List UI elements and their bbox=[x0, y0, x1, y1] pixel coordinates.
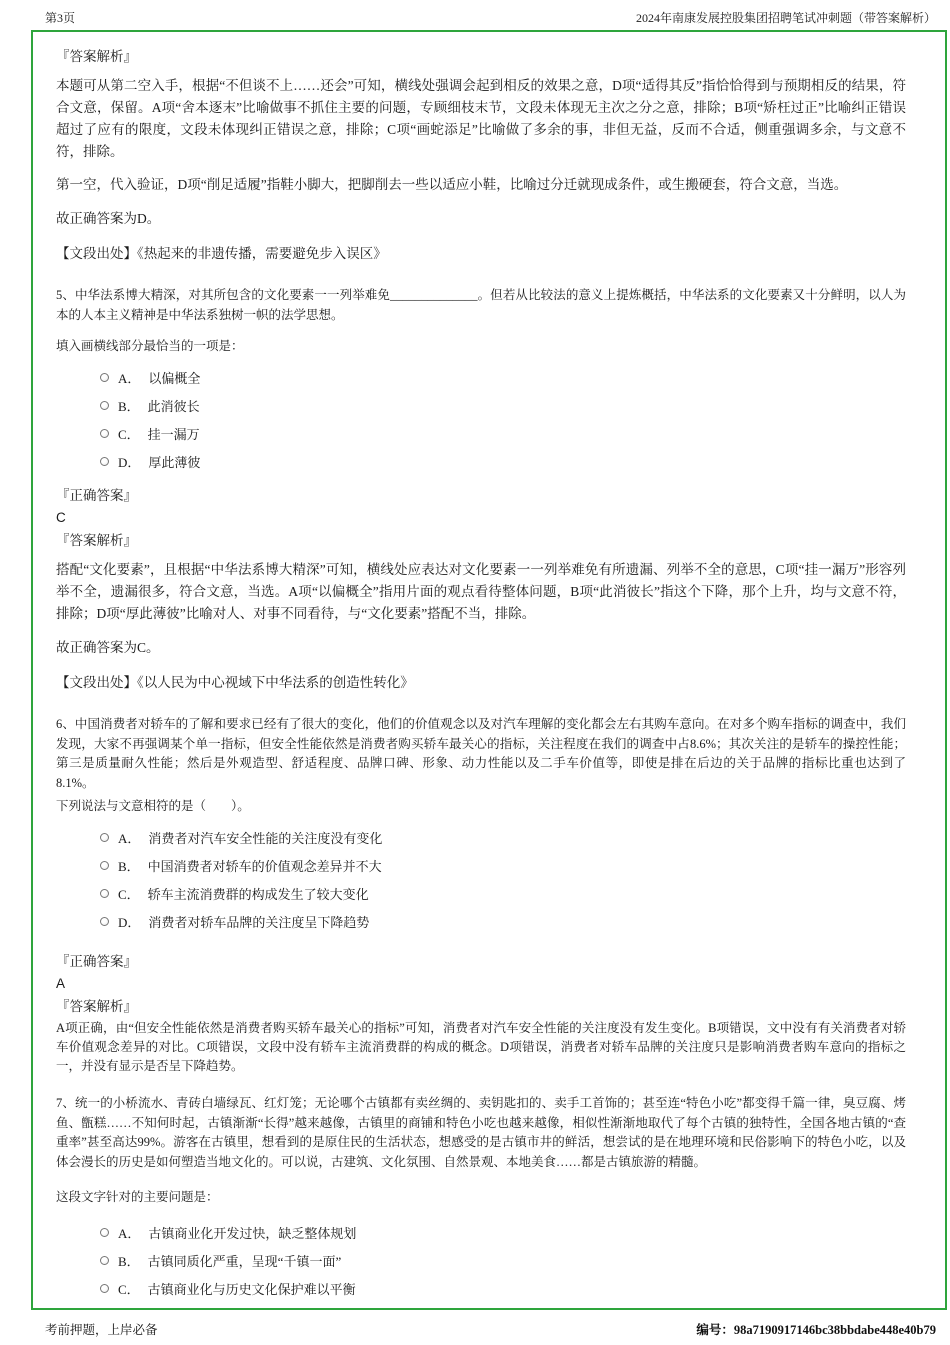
q4-analysis-paragraph-1: 本题可从第二空入手，根据“不但谈不上……还会”可知，横线处强调会起到相反的效果之意，D项“适得其反”指恰恰得到与预期相反的结果，符合文意，保留。A项“舍本逐末”比喻做事不抓住主要的问题，专顾细枝末节，文段未体现无主次之分之意，排除；B项“矫枉过正”比喻纠正错误超过了应有的限度，文段未体现纠正错误之意，排除；C项“画蛇添足”比喻做了多余的事，非但无益，反而不合适，侧重强调多余，与文意不符，排除。 bbox=[56, 78, 906, 159]
q5-correct-answer-label: 『正确答案』 bbox=[56, 488, 137, 503]
q7-option-a[interactable] bbox=[100, 1223, 906, 1242]
q5-source-line: 【文段出处】《以人民为中心视域下中华法系的创造性转化》 bbox=[56, 675, 414, 690]
q6-prompt: 下列说法与文意相符的是（ ）。 bbox=[56, 799, 250, 813]
option-letter: B． bbox=[118, 1254, 140, 1269]
q5-option-a[interactable] bbox=[100, 368, 906, 387]
q6-option-a[interactable] bbox=[100, 828, 906, 847]
q6-options bbox=[100, 828, 906, 931]
option-letter: A． bbox=[118, 1226, 141, 1241]
radio-button-icon[interactable] bbox=[100, 861, 109, 870]
q6-option-c[interactable] bbox=[100, 884, 906, 903]
q5-correct-answer-value: C bbox=[56, 510, 66, 525]
option-letter: C． bbox=[118, 427, 140, 442]
footer-slogan: 考前押题，上岸必备 bbox=[45, 1323, 158, 1337]
q5-option-c[interactable] bbox=[100, 424, 906, 443]
q6-analysis-paragraph: A项正确，由“但安全性能依然是消费者购买轿车最关心的指标”可知，消费者对汽车安全性能的关注度没有发生变化。B项错误，文中没有有关消费者对轿车价值观念差异的对比。C项错误，文段中没有轿车主流消费群的构成的概念。D项错误，消费者对轿车品牌的关注度只是影响消费者购车意向的指标之一，并没有显示是否呈下降趋势。 bbox=[56, 1021, 906, 1073]
radio-button-icon[interactable] bbox=[100, 917, 109, 926]
page-number: 第3页 bbox=[45, 11, 76, 25]
option-letter: A． bbox=[118, 831, 141, 846]
q7-option-c[interactable] bbox=[100, 1279, 906, 1298]
option-letter: A． bbox=[118, 371, 141, 386]
option-letter: D． bbox=[118, 915, 141, 930]
option-text: 古镇同质化严重，呈现“千镇一面” bbox=[147, 1254, 342, 1269]
q5-option-d[interactable] bbox=[100, 452, 906, 471]
option-text: 古镇商业化开发过快，缺乏整体规划 bbox=[148, 1226, 357, 1241]
q5-prompt: 填入画横线部分最恰当的一项是： bbox=[56, 339, 244, 353]
option-text: 轿车主流消费群的构成发生了较大变化 bbox=[147, 887, 369, 902]
q4-analysis-label: 『答案解析』 bbox=[56, 49, 137, 64]
option-text: 古镇商业化与历史文化保护难以平衡 bbox=[147, 1282, 356, 1297]
option-letter: B． bbox=[118, 399, 140, 414]
option-text: 消费者对轿车品牌的关注度呈下降趋势 bbox=[148, 915, 370, 930]
q5-option-b[interactable] bbox=[100, 396, 906, 415]
radio-button-icon[interactable] bbox=[100, 1284, 109, 1293]
option-text: 厚此薄彼 bbox=[148, 455, 201, 470]
q5-analysis-label: 『答案解析』 bbox=[56, 533, 137, 548]
option-letter: C． bbox=[118, 1282, 140, 1297]
option-text: 中国消费者对轿车的价值观念差异并不大 bbox=[147, 859, 382, 874]
q4-answer-line: 故正确答案为D。 bbox=[56, 211, 161, 226]
q6-correct-answer-label: 『正确答案』 bbox=[56, 954, 137, 969]
radio-button-icon[interactable] bbox=[100, 457, 109, 466]
radio-button-icon[interactable] bbox=[100, 889, 109, 898]
option-text: 以偏概全 bbox=[148, 371, 201, 386]
q7-option-b[interactable] bbox=[100, 1251, 906, 1270]
q5-answer-line: 故正确答案为C。 bbox=[56, 640, 160, 655]
code-label: 编号： bbox=[696, 1323, 734, 1337]
option-letter: B． bbox=[118, 859, 140, 874]
code-value: 98a7190917146bc38bbdabe448e40b79 bbox=[733, 1323, 936, 1337]
q5-analysis-paragraph: 搭配“文化要素”，且根据“中华法系博大精深”可知，横线处应表达对文化要素一一列举难免有所遗漏、列举不全的意思，C项“挂一漏万”形容列举不全，遗漏很多，符合文意，当选。A项“以偏概全”指用片面的观点看待整体问题，B项“此消彼长”指这个下降，那个上升，均与文意不符，排除；D项“厚此薄彼”比喻对人、对事不同看待，与“文化要素”搭配不当，排除。 bbox=[56, 562, 906, 621]
q7-stem: 7、统一的小桥流水、青砖白墙绿瓦、红灯笼；无论哪个古镇都有卖丝绸的、卖钥匙扣的、卖手工首饰的；甚至连“特色小吃”都变得千篇一律，臭豆腐、烤鱼、甑糕……不知何时起，古镇渐渐“长得”越来越像，古镇里的商铺和特色小吃也越来越像，相似性渐渐地取代了每个古镇的独特性，全国各地古镇的“查重率”甚至高达99%。游客在古镇里，想看到的是原住民的生活状态，想感受的是古镇市井的鲜活，想尝试的是在地理环境和民俗影响下的特色小吃，以及体会漫长的历史是如何塑造当地文化的。可以说，古建筑、文化氛围、自然景观、本地美食……都是古镇旅游的精髓。 bbox=[56, 1096, 906, 1169]
q5-stem: 5、中华法系博大精深，对其所包含的文化要素一一列举难免______________。但若从比较法的意义上提炼概括，中华法系的文化要素又十分鲜明，以人为本的人本主义精神是中华法系独树一帜的法学思想。 bbox=[56, 288, 906, 322]
q6-correct-answer-value: A bbox=[56, 976, 66, 991]
option-text: 消费者对汽车安全性能的关注度没有变化 bbox=[148, 831, 383, 846]
radio-button-icon[interactable] bbox=[100, 1228, 109, 1237]
q6-option-d[interactable] bbox=[100, 912, 906, 931]
option-text: 挂一漏万 bbox=[147, 427, 200, 442]
radio-button-icon[interactable] bbox=[100, 429, 109, 438]
page-footer bbox=[45, 1320, 936, 1338]
option-letter: C． bbox=[118, 887, 140, 902]
radio-button-icon[interactable] bbox=[100, 373, 109, 382]
q4-source-line: 【文段出处】《热起来的非遗传播，需要避免步入误区》 bbox=[56, 246, 387, 261]
radio-button-icon[interactable] bbox=[100, 1256, 109, 1265]
footer-document-code bbox=[696, 1320, 936, 1338]
q5-options bbox=[100, 368, 906, 471]
q6-analysis-label: 『答案解析』 bbox=[56, 999, 137, 1014]
option-letter: D． bbox=[118, 455, 141, 470]
radio-button-icon[interactable] bbox=[100, 401, 109, 410]
q4-analysis-paragraph-2: 第一空，代入验证，D项“削足适履”指鞋小脚大，把脚削去一些以适应小鞋，比喻过分迁就现成条件，或生搬硬套，符合文意，当选。 bbox=[56, 177, 848, 192]
q6-stem: 6、中国消费者对轿车的了解和要求已经有了很大的变化，他们的价值观念以及对汽车理解的变化都会左右其购车意向。在对多个购车指标的调查中，我们发现，大家不再强调某个单一指标，但安全性能依然是消费者购买轿车最关心的指标，关注程度在我们的调查中占8.6%；其次关注的是轿车的操控性能；第三是质量耐久性能；然后是外观造型、舒适程度、品牌口碑、形象、动力性能以及二手车价值等，即使是排在后边的关于品牌的指标比重也达到了8.1%。 bbox=[56, 717, 906, 790]
page-header bbox=[45, 9, 936, 26]
option-text: 此消彼长 bbox=[147, 399, 200, 414]
page-content bbox=[56, 46, 906, 1312]
q7-prompt: 这段文字针对的主要问题是： bbox=[56, 1190, 219, 1204]
document-title: 2024年南康发展控股集团招聘笔试冲刺题（带答案解析） bbox=[635, 11, 936, 25]
q6-option-b[interactable] bbox=[100, 856, 906, 875]
radio-button-icon[interactable] bbox=[100, 833, 109, 842]
q7-options bbox=[100, 1223, 906, 1298]
